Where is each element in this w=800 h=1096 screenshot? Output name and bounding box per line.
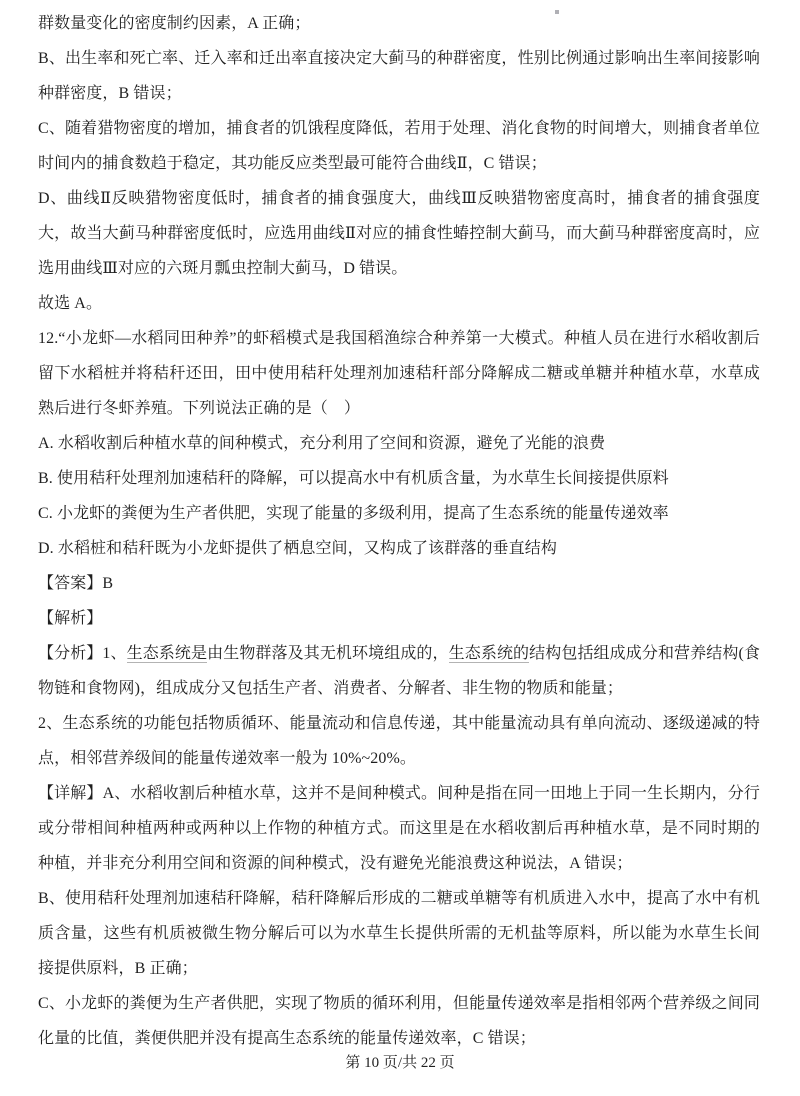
paragraph-q11-point-b: B、出生率和死亡率、迁入率和迁出率直接决定大蓟马的种群密度，性别比例通过影响出生率间接影响种群密度，B 错误； [38, 50, 760, 102]
q12-analysis-2: 2、生态系统的功能包括物质循环、能量流动和信息传递，其中能量流动具有单向流动、逐级递减的特点，相邻营养级间的能量传递效率一般为 10%~20%。 [38, 715, 760, 767]
q12-detail-a: 【详解】A、水稻收割后种植水草，这并不是间种模式。间种是指在同一田地上于同一生长期内，分行或分带相间种植两种或两种以上作物的种植方式。而这里是在水稻收割后再种植水草，是不同时期的种植，并非充分利用空间和资源的间种模式，没有避免光能浪费这种说法，A 错误； [38, 785, 760, 872]
paragraph-q12-stem: 12.“小龙虾—水稻同田种养”的虾稻模式是我国稻渔综合种养第一大模式。种植人员在进行水稻收割后留下水稻桩并将秸秆还田，田中使用秸秆处理剂加速秸秆部分降解成二糖或单糖并种植水草，水草成熟后进行冬虾养殖。下列说法正确的是（ ） [38, 330, 760, 417]
q12-answer-line: 【答案】B [38, 575, 114, 592]
analysis-term-ecosystem-1: 生态系统是 [126, 645, 208, 662]
q12-detail-c: C、小龙虾的粪便为生产者供肥，实现了物质的循环利用，但能量传递效率是指相邻两个营养级之间同化量的比值，粪便供肥并没有提高生态系统的能量传递效率，C 错误； [38, 995, 760, 1047]
q12-detail-b: B、使用秸秆处理剂加速秸秆降解，秸秆降解后形成的二糖或单糖等有机质进入水中，提高了水中有机质含量，这些有机质被微生物分解后可以为水草生长提供所需的无机盐等原料，所以能为水草生长间接提供原料，B 正确； [38, 890, 760, 977]
q12-analysis-1 [38, 636, 760, 706]
paragraph-q11-continuation: 群数量变化的密度制约因素，A 正确； [38, 15, 311, 32]
q12-analysis-header: 【解析】 [38, 610, 103, 627]
paragraph-q11-point-c: C、随着猎物密度的增加，捕食者的饥饿程度降低，若用于处理、消化食物的时间增大，则捕食者单位时间内的捕食数趋于稳定，其功能反应类型最可能符合曲线Ⅱ，C 错误； [38, 120, 760, 172]
paragraph-q11-point-d: D、曲线Ⅱ反映猎物密度低时，捕食者的捕食强度大，曲线Ⅲ反映猎物密度高时，捕食者的捕食强度大，故当大蓟马种群密度低时，应选用曲线Ⅱ对应的捕食性蝽控制大蓟马，而大蓟马种群密度高时，应选用曲线Ⅲ对应的六斑月瓢虫控制大蓟马，D 错误。 [38, 190, 760, 277]
page-number: 第 10 页/共 22 页 [345, 1055, 455, 1071]
q12-option-b: B. 使用秸秆处理剂加速秸秆的降解，可以提高水中有机质含量，为水草生长间接提供原料 [38, 470, 669, 487]
analysis-prefix: 【分析】1、 [38, 645, 127, 662]
analysis-term-ecosystem-2: 生态系统的 [448, 645, 530, 662]
q12-option-c: C. 小龙虾的粪便为生产者供肥，实现了能量的多级利用，提高了生态系统的能量传递效率 [38, 505, 669, 522]
q12-option-d: D. 水稻桩和秸秆既为小龙虾提供了栖息空间，又构成了该群落的垂直结构 [38, 540, 557, 557]
q12-option-a: A. 水稻收割后种植水草的间种模式，充分利用了空间和资源，避免了光能的浪费 [38, 435, 606, 452]
scan-artifact-dot [555, 10, 559, 14]
analysis-tail: 结构包括组成成分和营养结构(食物链和食物网)，组成成分又包括生产者、消费者、分解者、非生物的物质和能量； [38, 645, 760, 697]
paragraph-q11-conclusion: 故选 A。 [38, 295, 103, 312]
analysis-middle: 由生物群落及其无机环境组成的， [207, 645, 449, 662]
